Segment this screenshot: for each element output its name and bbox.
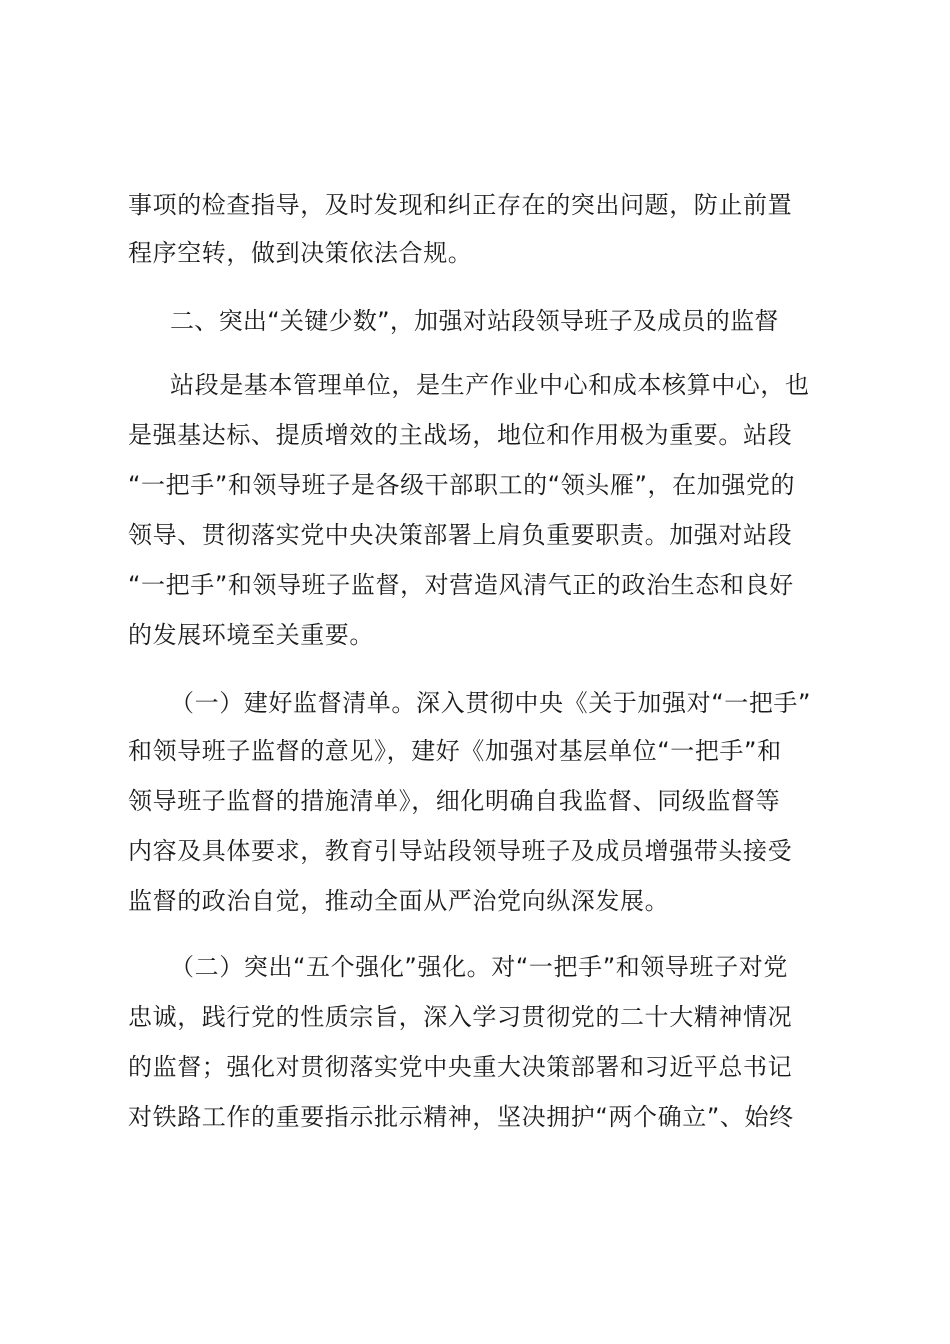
paragraph-3-line-5: “一把手”和领导班子监督，对营造风清气正的政治生态和良好: [128, 571, 794, 599]
paragraph-3-line-6: 的发展环境至关重要。: [128, 621, 374, 649]
paragraph-3-line-4: 领导、贯彻落实党中央决策部署上肩负重要职责。加强对站段: [128, 521, 793, 549]
paragraph-3-line-1: 站段是基本管理单位，是生产作业中心和成本核算中心，也: [170, 371, 810, 399]
paragraph-5-line-2: 忠诚，践行党的性质宗旨，深入学习贯彻党的二十大精神情况: [128, 1003, 793, 1031]
paragraph-4-line-2: 和领导班子监督的意见》，建好《加强对基层单位“一把手”和: [128, 737, 782, 765]
paragraph-4-line-1: （一）建好监督清单。深入贯彻中央《关于加强对“一把手”: [170, 689, 812, 717]
paragraph-5-line-3: 的监督；强化对贯彻落实党中央重大决策部署和习近平总书记: [128, 1053, 793, 1081]
paragraph-4-line-4: 内容及具体要求，教育引导站段领导班子及成员增强带头接受: [128, 837, 793, 865]
paragraph-4-line-5: 监督的政治自觉，推动全面从严治党向纵深发展。: [128, 887, 670, 915]
paragraph-4-line-3: 领导班子监督的措施清单》，细化明确自我监督、同级监督等: [128, 787, 781, 815]
paragraph-3-line-2: 是强基达标、提质增效的主战场，地位和作用极为重要。站段: [128, 421, 793, 449]
paragraph-5-line-1: （二）突出“五个强化”强化。对“一把手”和领导班子对党: [170, 953, 788, 981]
section-heading: 二、突出“关键少数”，加强对站段领导班子及成员的监督: [170, 307, 779, 335]
paragraph-3-line-3: “一把手”和领导班子是各级干部职工的“领头雁”，在加强党的: [128, 471, 796, 499]
paragraph-1-line-2: 程序空转，做到决策依法合规。: [128, 239, 473, 267]
paragraph-1-line-1: 事项的检查指导，及时发现和纠正存在的突出问题，防止前置: [128, 191, 793, 219]
paragraph-5-line-4: 对铁路工作的重要指示批示精神，坚决拥护“两个确立”、始终: [128, 1103, 794, 1131]
